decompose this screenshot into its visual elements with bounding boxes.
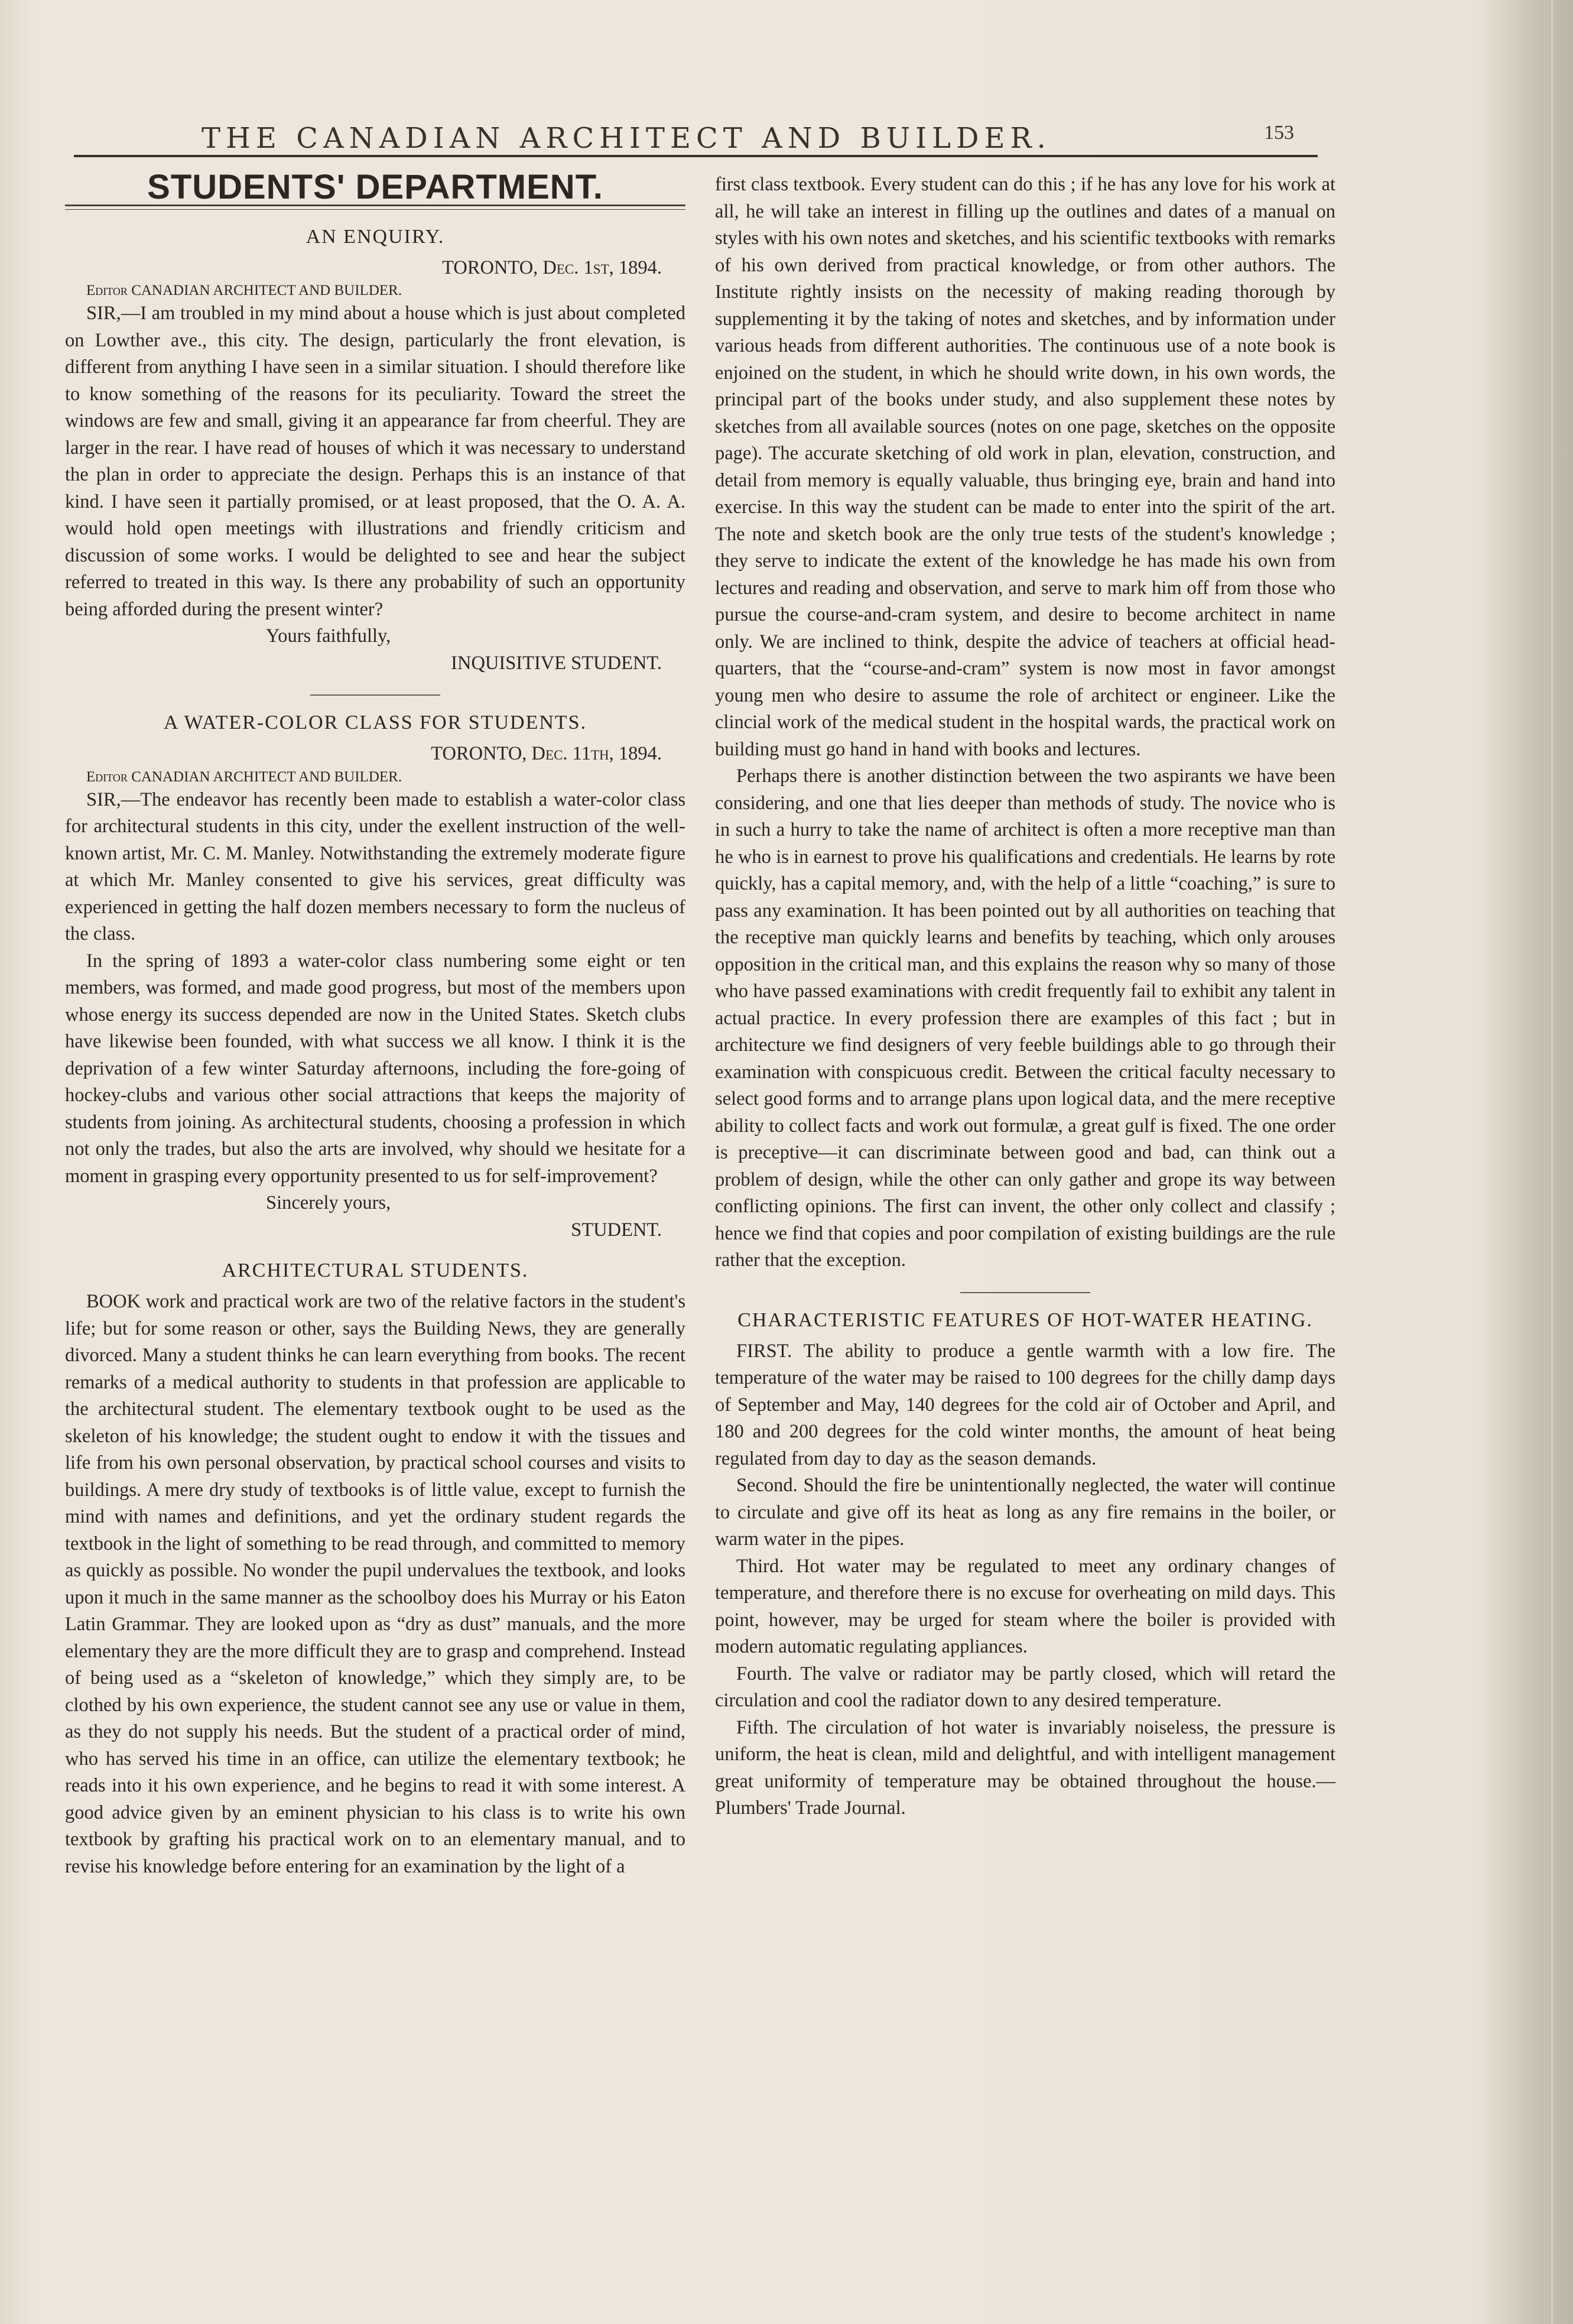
page-edge (1551, 0, 1553, 2324)
section-divider (960, 1292, 1090, 1293)
hot-water-second: Second. Should the fire be unintentionally neglected, the water will continue to circulate and give off its heat as long as any fire remains in the boiler, or warm water in the pipes. (715, 1475, 1335, 1550)
architectural-students-para-1: BOOK work and practical work are two of the relative factors in the student's life; but for some reason or other, says the Building News, they are generally divorced. Many a student thinks he can learn everything from books. The recent remarks of a medical authority to students in that profession are applicable to the architectural student. The elementary textbook ought to be used as the skeleton of his knowledge; the student ought to endow it with the tissues and life from his own personal observation, by practical school courses and visits to buildings. A mere dry study of textbooks is of little value, except to furnish the mind with names and definitions, and yet the ordinary student regards the textbook in the light of something to be read through, and committed to memory as quickly as possible. No wonder the pupil undervalues the textbook, and looks upon it much in the same manner as the schoolboy does his Murray or his Eaton Latin Grammar. They are looked upon as “dry as dust” manuals, and the more elementary they are the more difficult they are to grasp and comprehend. Instead of being used as a “skeleton of knowledge,” which they simply are, to be clothed by his own experience, the student cannot see any use or value in them, as they do not supply his needs. But the student of a practical order of mind, who has served his time in an office, can utilize the elementary textbook; he reads into it his own experience, and he begins to read it with some interest. A good advice given by an eminent physician to his class is to write his own textbook by grafting his practical work on to an elementary manual, and to revise his knowledge before entering for an examination by the light of a (65, 1291, 685, 1877)
department-title: STUDENTS' DEPARTMENT. (147, 168, 603, 206)
section-divider (310, 694, 440, 696)
enquiry-closing: Yours faithfully, (266, 625, 391, 647)
header-rule (74, 155, 1318, 157)
water-color-signature: STUDENT. (571, 1219, 662, 1241)
left-column (65, 168, 685, 1880)
page-number: 153 (1264, 122, 1294, 144)
right-column (715, 171, 1335, 1822)
water-color-editor-line: Editor CANADIAN ARCHITECT AND BUILDER. (86, 768, 402, 785)
enquiry-editor-line: Editor CANADIAN ARCHITECT AND BUILDER. (86, 283, 402, 298)
running-title: THE CANADIAN ARCHITECT AND BUILDER. (202, 122, 1051, 155)
architectural-students-para-1-cont: first class textbook. Every student can do this ; if he has any love for his work at all, he will take an interest in filling up the outlines and dates of a manual on styles with his own notes and sketches, and his scientific textbooks with remarks of his own derived from practical knowledge, or from other authors. The Institute rightly insists on the necessity of making reading thorough by supplementing it by the taking of notes and sketches, and by information under various heads from different authorities. The continuous use of a note book is enjoined on the student, in which he should write down, in his own words, the principal part of the books under study, and also supplement these notes by sketches from all available sources (notes on one page, sketches on the opposite page). The accurate sketching of old work in plan, elevation, construction, and detail from memory is equally valuable, thus bringing eye, brain and hand into exercise. In this way the student can be made to enter into the spirit of the art. The note and sketch book are the only true tests of the student's knowledge ; they serve to indicate the extent of the knowledge he has made his own from lectures and reading and observation, and serve to mark him off from those who pursue the course-and-cram system, and desire to become architect in name only. We are inclined to think, despite the advice of teachers at official head-quarters, that the “course-and-cram” system is now most in favor amongst young men who desire to assume the role of architect or engineer. Like the clincial work of the medical student in the hospital wards, the practical work on building must go hand in hand with books and lectures. (715, 174, 1335, 760)
hot-water-title: CHARACTERISTIC FEATURES OF HOT-WATER HEATING. (737, 1309, 1313, 1331)
water-color-dateline: TORONTO, Dec. 11th, 1894. (431, 743, 662, 764)
running-head (71, 117, 1318, 158)
enquiry-dateline: TORONTO, Dec. 1st, 1894. (442, 257, 662, 278)
hot-water-fifth: Fifth. The circulation of hot water is invariably noiseless, the pressure is uniform, the heat is clean, mild and delightful, and with intelligent management great uniformity of temperature may be obtained throughout the house.—Plumbers' Trade Journal. (715, 1716, 1335, 1819)
hot-water-third: Third. Hot water may be regulated to meet any ordinary changes of temperature, and therefore there is no excuse for overheating on mild days. This point, however, may be urged for steam where the boiler is provided with modern automatic regulating appliances. (715, 1555, 1335, 1657)
enquiry-signature: INQUISITIVE STUDENT. (451, 652, 662, 674)
architectural-students-para-2: Perhaps there is another distinction between the two aspirants we have been considering, and one that lies deeper than methods of study. The novice who is in such a hurry to take the name of architect is often a more receptive man than he who is in earnest to prove his qualifications and credentials. He learns by rote quickly, has a capital memory, and, with the help of a little “coaching,” is sure to pass any examination. It has been pointed out by all authorities on teaching that the receptive man quickly learns and benefits by teaching, which only arouses opposition in the critical man, and this explains the reason why so many of those who have passed examinations with credit frequently fail to exhibit any talent in actual practice. In every profession there are examples of this fact ; but in architecture we find designers of very feeble buildings able to go through their examination with conspicuous credit. Between the critical faculty necessary to select good forms and to arrange plans upon logical data, and the mere receptive ability to collect facts and work out formulæ, a great gulf is fixed. The one order is preceptive—it can discriminate between good and bad, can think out a problem of design, while the other can only gather and grope its way between conflicting opinions. The first can invent, the other only collect and classify ; hence we find that copies and poor compilation of existing buildings are the rule rather that the exception. (715, 765, 1335, 1271)
enquiry-body: SIR,—I am troubled in my mind about a house which is just about completed on Lowther ave., this city. The design, particularly the front elevation, is different from anything I have seen in a similar situation. I should therefore like to know something of the reasons for its peculiarity. Toward the street the windows are few and small, giving it an appearance far from cheerful. They are larger in the rear. I have read of houses of which it was necessary to understand the plan in order to appreciate the design. Perhaps this is an instance of that kind. I have seen it partially promised, or at least proposed, that the O. A. A. would hold open meetings with illustrations and friendly criticism and discussion of some works. I would be delighted to see and hear the subject referred to treated in this way. Is there any probability of such an opportunity being afforded during the present winter? (65, 303, 685, 620)
water-color-para-2: In the spring of 1893 a water-color class numbering some eight or ten members, was formed, and made good progress, but most of the members upon whose energy its success depended are now in the United States. Sketch clubs have likewise been founded, with what success we all know. I think it is the deprivation of a few winter Saturday afternoons, including the fore-going of hockey-clubs and various other social attractions that keeps the majority of students from joining. As architectural students, choosing a profession in which not only the trades, but also the arts are involved, why should we hesitate for a moment in grasping every opportunity presented to us for self-improvement? (65, 950, 685, 1187)
hot-water-first: FIRST. The ability to produce a gentle warmth with a low fire. The temperature of the water may be raised to 100 degrees for the chilly damp days of September and May, 140 degrees for the cold air of October and April, and 180 and 200 degrees for the cold winter months, the amount of heat being regulated from day to day as the season demands. (715, 1340, 1335, 1469)
water-color-closing: Sincerely yours, (266, 1192, 391, 1213)
water-color-title: A WATER-COLOR CLASS FOR STUDENTS. (163, 712, 587, 733)
architectural-students-title: ARCHITECTURAL STUDENTS. (222, 1260, 529, 1281)
enquiry-title: AN ENQUIRY. (306, 225, 445, 248)
hot-water-fourth: Fourth. The valve or radiator may be partly closed, which will retard the circulation and cool the radiator down to any desired temperature. (715, 1663, 1335, 1711)
water-color-para-1: SIR,—The endeavor has recently been made to establish a water-color class for architectural students in this city, under the exellent instruction of the well-known artist, Mr. C. M. Manley. Notwithstanding the extremely moderate figure at which Mr. Manley consented to give his services, great difficulty was experienced in getting the half dozen members necessary to form the nucleus of the class. (65, 788, 685, 944)
